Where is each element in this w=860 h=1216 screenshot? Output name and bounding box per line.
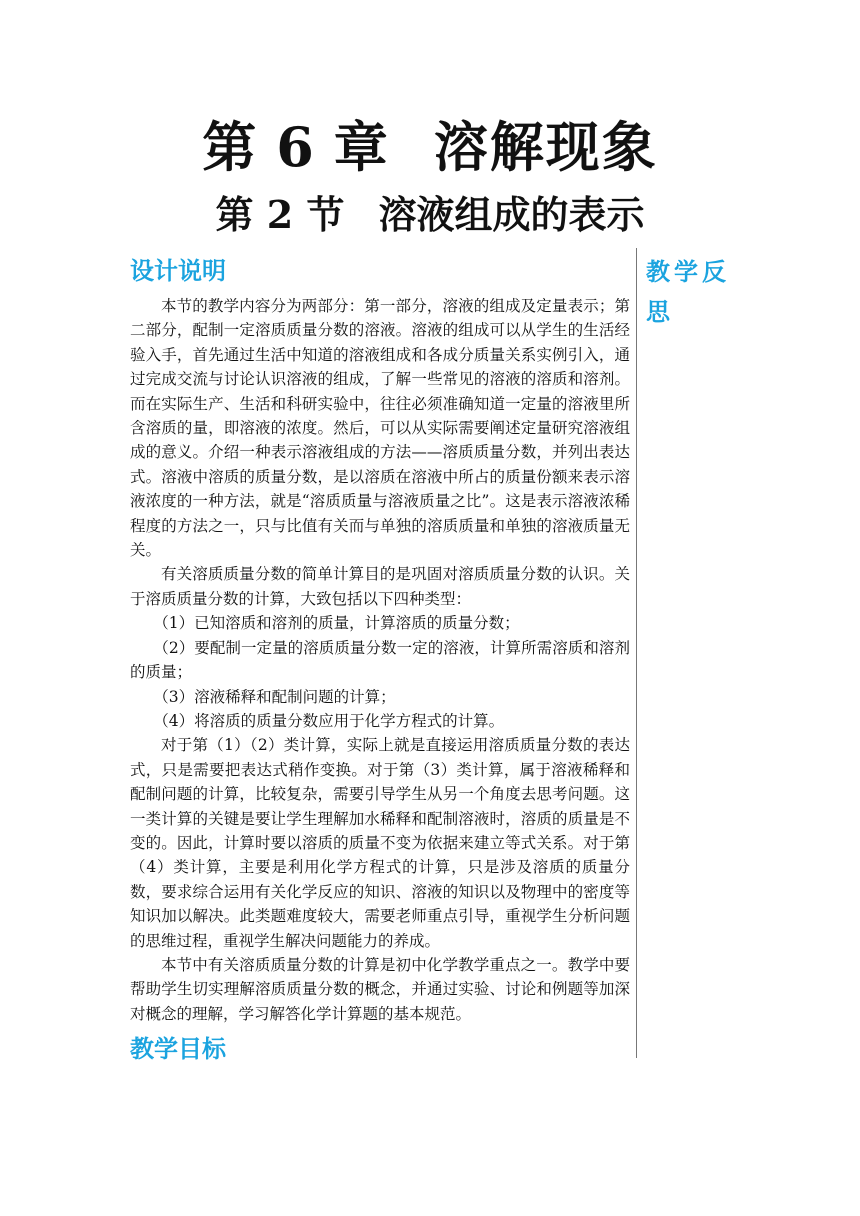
list-item-type-1: （1）已知溶质和溶剂的质量，计算溶质的质量分数； bbox=[153, 614, 520, 633]
section-number: 2 bbox=[266, 192, 294, 237]
design-notes-heading: 设计说明 bbox=[130, 257, 226, 285]
list-item-type-2: （2）要配制一定量的溶质质量分数一定的溶液，计算所需溶质和溶剂的质量； bbox=[130, 638, 630, 682]
chapter-prefix: 第 bbox=[202, 115, 259, 179]
column-divider bbox=[636, 248, 637, 1058]
chapter-suffix: 章 bbox=[333, 115, 390, 179]
main-column bbox=[130, 252, 630, 1068]
list-item-type-4: （4）将溶质的质量分数应用于化学方程式的计算。 bbox=[153, 711, 505, 730]
teaching-reflection-heading: 教学反思 bbox=[646, 258, 730, 326]
teaching-goals-heading: 教学目标 bbox=[130, 1035, 226, 1064]
paragraph-key-point: 本节中有关溶质质量分数的计算是初中化学教学重点之一。教学中要帮助学生切实理解溶质质量分数的概念，并通过实验、讨论和例题等加深对概念的理解，学习解答化学计算题的基本规范。 bbox=[130, 955, 630, 1023]
chapter-number: 6 bbox=[276, 115, 316, 179]
paragraph-intro: 本节的教学内容分为两部分：第一部分，溶液的组成及定量表示；第二部分，配制一定溶质质量分数的溶液。溶液的组成可以从学生的生活经验入手，首先通过生活中知道的溶液组成和各成分质量关系实例引入，通过完成交流与讨论认识溶液的组成，了解一些常见的溶液的溶质和溶剂。而在实际生产、生活和科研实验中，往往必须准确知道一定量的溶液里所含溶质的量，即溶液的浓度。然后，可以从实际需要阐述定量研究溶液组成的意义。介绍一种表示溶液组成的方法——溶质质量分数，并列出表达式。溶液中溶质的质量分数，是以溶质在溶液中所占的质量份额来表示溶液浓度的一种方法，就是“溶质质量与溶液质量之比”。这是表示溶液浓稀程度的方法之一，只与比值有关而与单独的溶质质量和单独的溶液质量无关。 bbox=[130, 297, 630, 560]
design-notes-body bbox=[130, 294, 630, 1026]
paragraph-calc-purpose: 有关溶质质量分数的简单计算目的是巩固对溶质质量分数的认识。关于溶质质量分数的计算，大致包括以下四种类型： bbox=[130, 565, 630, 608]
chapter-title bbox=[0, 112, 860, 182]
list-item-type-3: （3）溶液稀释和配制问题的计算； bbox=[153, 687, 396, 706]
chapter-name: 溶解现象 bbox=[433, 115, 658, 179]
section-name: 溶液组成的表示 bbox=[378, 192, 645, 237]
section-title bbox=[0, 188, 860, 242]
paragraph-calc-analysis: 对于第（1）（2）类计算，实际上就是直接运用溶质质量分数的表达式，只是需要把表达式稍作变换。对于第（3）类计算，属于溶液稀释和配制问题的计算，比较复杂，需要引导学生从另一个角度去思考问题。这一类计算的关键是要让学生理解加水稀释和配制溶液时，溶质的质量是不变的。因此，计算时要以溶质的质量不变为依据来建立等式关系。对于第（4）类计算，主要是利用化学方程式的计算，只是涉及溶质的质量分数，要求综合运用有关化学反应的知识、溶液的知识以及物理中的密度等知识加以解决。此类题难度较大，需要老师重点引导，重视学生分析问题的思维过程，重视学生解决问题能力的养成。 bbox=[130, 736, 630, 950]
section-suffix: 节 bbox=[306, 192, 345, 237]
section-prefix: 第 bbox=[215, 192, 254, 237]
